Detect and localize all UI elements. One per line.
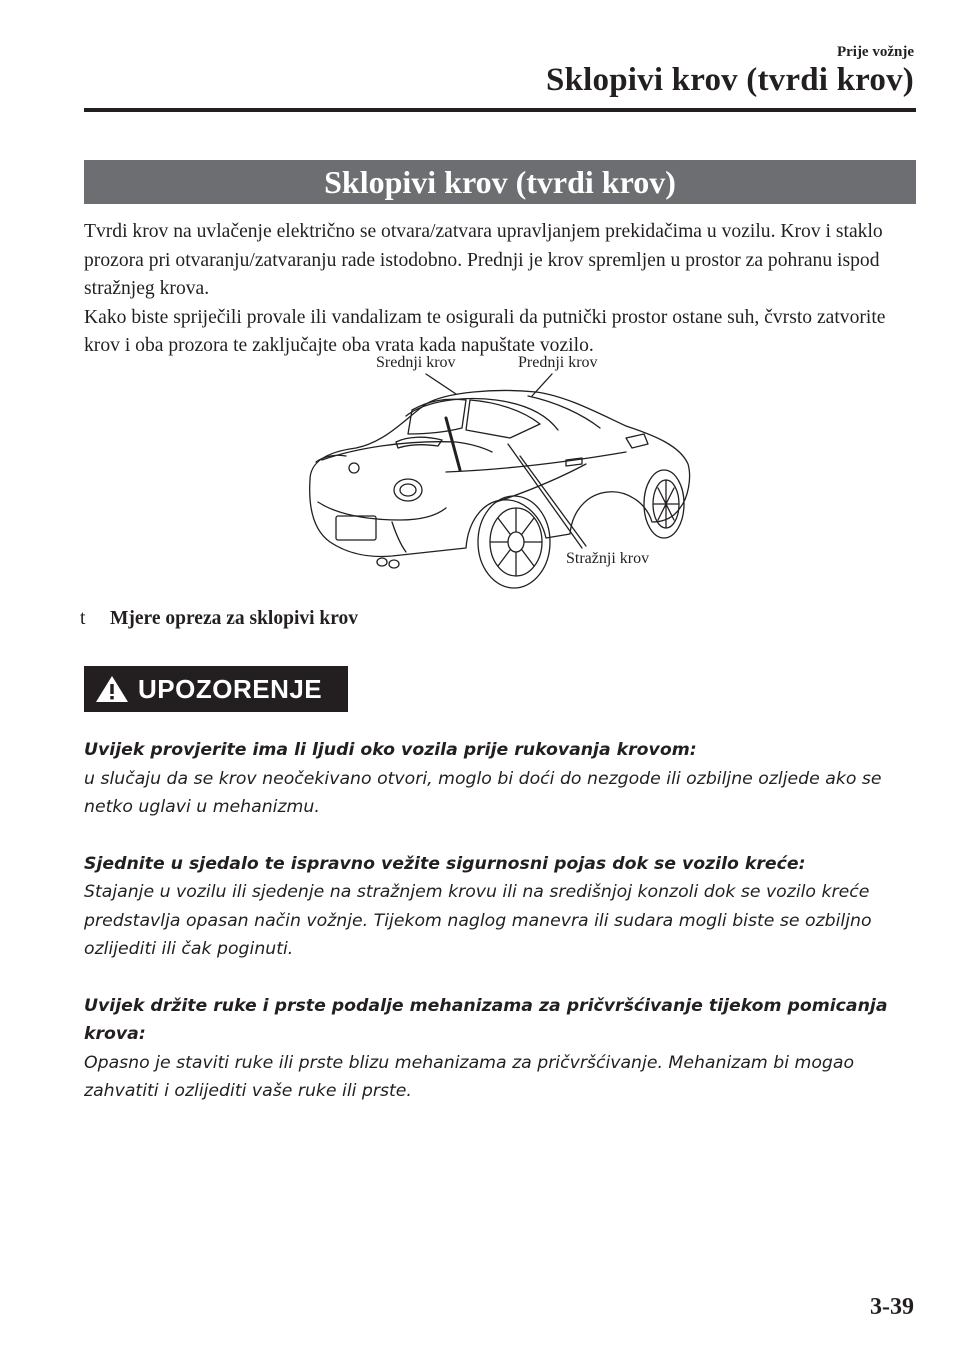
- warning-label-box: [84, 666, 348, 712]
- warning-label: UPOZORENJE: [138, 674, 323, 704]
- warning-item: [84, 736, 924, 822]
- intro-text: [84, 218, 924, 361]
- warning-item-body: u slučaju da se krov neočekivano otvori, moglo bi doći do nezgode ili ozbiljne ozljede ako se netko uglavi u mehanizmu.: [84, 768, 882, 817]
- warning-item: [84, 992, 924, 1106]
- car-illustration: [296, 352, 692, 592]
- section-banner: Sklopivi krov (tvrdi krov): [84, 160, 916, 204]
- warning-item-heading: Sjednite u sjedalo te ispravno vežite sigurnosni pojas dok se vozilo kreće:: [84, 853, 806, 874]
- warning-list: [84, 736, 924, 1134]
- page-number: 3-39: [870, 1294, 914, 1320]
- warning-item-heading: Uvijek provjerite ima li ljudi oko vozila prije rukovanja krovom:: [84, 740, 697, 760]
- subsection-heading: [80, 608, 358, 630]
- warning-item-heading: Uvijek držite ruke i prste podalje mehanizama za pričvršćivanje tijekom pomicanja krova:: [84, 995, 888, 1044]
- warning-triangle-icon: [94, 674, 130, 704]
- intro-paragraph-1: Tvrdi krov na uvlačenje električno se otvara/zatvara upravljanjem prekidačima u vozilu. Krov i staklo prozora pri otvaranju/zatvaranju rade istodobno. Prednji je krov spremljen u prostor za pohranu ispod stražnjeg krova.: [84, 221, 883, 299]
- warning-item: [84, 850, 924, 964]
- header-title: Sklopivi krov (tvrdi krov): [546, 62, 914, 98]
- subsection-heading-text: Mjere opreza za sklopivi krov: [110, 608, 359, 629]
- label-middle-roof: Srednji krov: [376, 354, 456, 371]
- warning-item-body: Stajanje u vozilu ili sjedenje na stražnjem krovu ili na središnjoj konzoli dok se vozilo kreće predstavlja opasan način vožnje. Tijekom naglog manevra ili sudara mogli biste se ozbiljno ozlijediti ili čak poginuti.: [84, 882, 872, 959]
- label-rear-roof: Stražnji krov: [566, 550, 650, 567]
- warning-item-body: Opasno je staviti ruke ili prste blizu mehanizama za pričvršćivanje. Mehanizam bi mogao zahvatiti i ozlijediti vaše ruke ili prste.: [84, 1052, 855, 1101]
- label-front-roof: Prednji krov: [518, 354, 598, 371]
- header-rule: [84, 108, 916, 112]
- intro-paragraph-2: Kako biste spriječili provale ili vandalizam te osigurali da putnički prostor ostane suh, čvrsto zatvorite krov i oba prozora te zaključajte oba vrata kada napuštate vozilo.: [84, 306, 886, 356]
- bullet-marker: t: [80, 608, 86, 629]
- header-section-label: Prije vožnje: [836, 44, 914, 60]
